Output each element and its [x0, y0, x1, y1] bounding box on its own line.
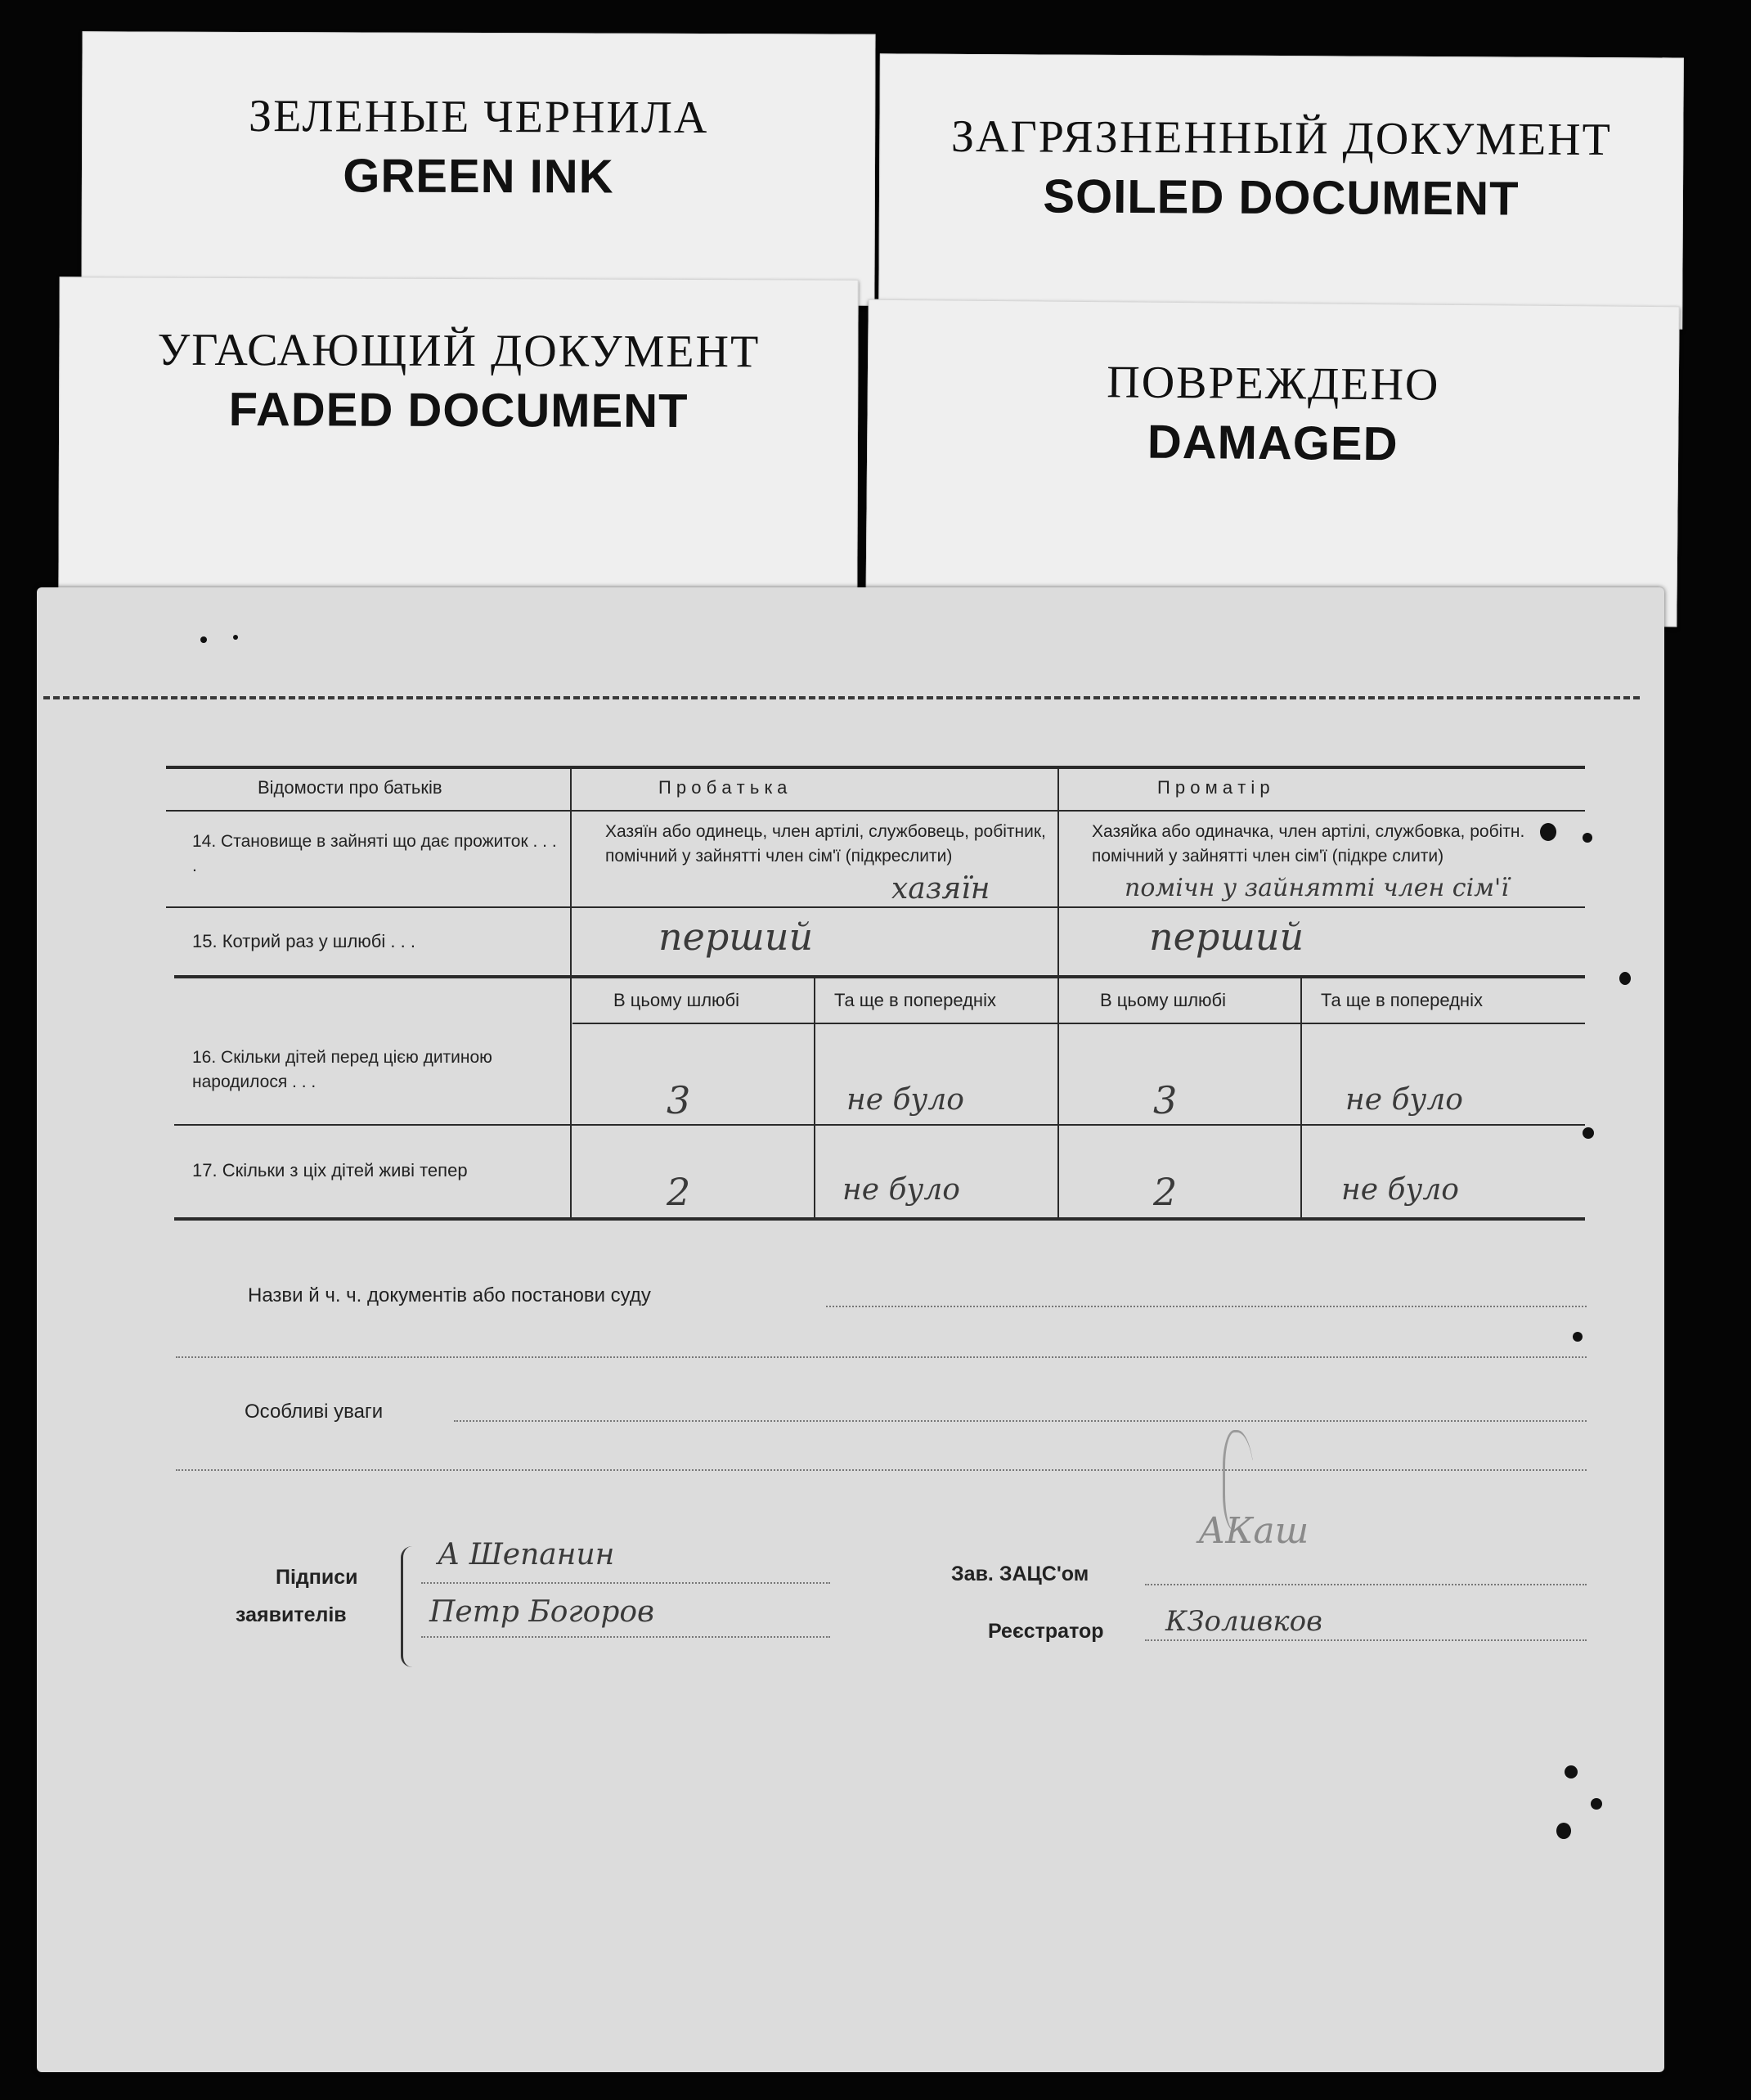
row14-label: 14. Становище в зайняті що дає прожиток . . . .: [192, 832, 557, 875]
row15-mother-handwritten: перший: [1149, 915, 1304, 959]
damage-blot: [1573, 1332, 1583, 1342]
row17-mother-this: 2: [1153, 1170, 1178, 1214]
row16-mother-this: 3: [1153, 1078, 1178, 1122]
table-bottom-rule: [174, 1217, 1585, 1221]
subheader-this-marriage-mother: В цьому шлюбі: [1100, 990, 1227, 1010]
damaged-card: [865, 299, 1679, 627]
table-subheader-rule: [572, 1023, 1585, 1024]
signatures-brace: [401, 1546, 415, 1667]
applicant-line-1: [421, 1582, 830, 1584]
damage-blot: [1556, 1823, 1571, 1839]
table-row16-rule: [174, 1124, 1585, 1126]
damaged-ru: ПОВРЕЖДЕНО: [1107, 357, 1440, 411]
table-col-divider-4: [1300, 978, 1302, 1219]
header-about-mother: П р о м а т і р: [1157, 777, 1270, 798]
notes-line-2: [176, 1469, 1587, 1471]
faded-document-card: [58, 277, 858, 608]
head-zags-label: Зав. ЗАЦС'ом: [951, 1563, 1089, 1585]
damage-blot: [1583, 1127, 1594, 1139]
subheader-previous-mother: Та ще в попередніх: [1321, 990, 1483, 1010]
documents-label: Назви й ч. ч. документів або постанови суду: [248, 1284, 651, 1306]
damaged-en: DAMAGED: [1147, 415, 1399, 471]
soiled-document-card: [878, 53, 1684, 329]
head-zags-line: [1145, 1584, 1587, 1585]
damage-blot: [1619, 972, 1631, 985]
table-top-rule: [166, 766, 1585, 769]
damage-blot: [200, 636, 207, 643]
header-parents-info: Відомости про батьків: [258, 777, 442, 798]
row16-label: 16. Скільки дітей перед цією дитиною народилося . . .: [192, 1048, 492, 1091]
row17-mother-previous: не було: [1341, 1173, 1459, 1207]
table-row15-rule: [174, 975, 1585, 978]
row14-mother-options: Хазяйка або одиначка, член артілі, службовка, робітн. помічний у зайнятті член сім'ї (підкре слити): [1092, 822, 1525, 866]
row15-label: 15. Котрий раз у шлюбі . . .: [192, 931, 415, 951]
header-about-father: П р о б а т ь к а: [658, 777, 788, 798]
row16-father-this: 3: [667, 1078, 691, 1122]
applicant-signature-1: А Шепанин: [438, 1538, 615, 1572]
row17-father-previous: не було: [842, 1173, 960, 1207]
faded-document-ru: УГАСАЮЩИЙ ДОКУМЕНТ: [157, 324, 761, 378]
faded-document-en: FADED DOCUMENT: [228, 383, 689, 438]
soiled-document-ru: ЗАГРЯЗНЕННЫЙ ДОКУМЕНТ: [950, 110, 1612, 166]
documents-line-1: [826, 1306, 1587, 1307]
row15-father-handwritten: перший: [658, 915, 814, 959]
damage-blot: [233, 635, 238, 640]
notes-line-1: [454, 1420, 1587, 1422]
green-ink-ru: ЗЕЛЕНЫЕ ЧЕРНИЛА: [248, 91, 709, 143]
row16-father-previous: не було: [846, 1083, 964, 1117]
row16-mother-previous: не було: [1345, 1083, 1463, 1117]
applicant-line-2: [421, 1636, 830, 1638]
registrar-label: Реєстратор: [988, 1620, 1104, 1643]
registrar-signature: КЗоливков: [1165, 1605, 1322, 1638]
notes-label: Особливі уваги: [245, 1401, 384, 1423]
damage-blot: [1591, 1798, 1602, 1810]
table-col-divider-3: [814, 978, 815, 1219]
row14-father-options: Хазяїн або одинець, член артілі, службовець, робітник, помічний у зайнятті член сім'ї (підкреслити): [605, 822, 1046, 866]
row14-mother-handwritten: помічн у зайнятті член сім'ї: [1125, 874, 1509, 902]
signatures-label-line2: заявителів: [236, 1603, 347, 1626]
damage-blot: [1565, 1765, 1578, 1778]
registrar-line: [1145, 1639, 1587, 1641]
row14-father-handwritten: хазяїн: [891, 872, 990, 906]
subheader-this-marriage-father: В цьому шлюбі: [613, 990, 740, 1010]
damage-blot: [1540, 823, 1556, 841]
perforation-line: [43, 696, 1640, 699]
table-header-rule: [166, 810, 1585, 812]
subheader-previous-father: Та ще в попередніх: [834, 990, 996, 1010]
row17-label: 17. Скільки з ціх дітей живі тепер: [192, 1160, 468, 1180]
birth-record-sheet: [37, 587, 1664, 2072]
table-row14-rule: [166, 906, 1585, 908]
green-ink-en: GREEN INK: [343, 149, 614, 204]
soiled-document-en: SOILED DOCUMENT: [1043, 169, 1520, 226]
table-col-divider-2: [1057, 767, 1059, 1219]
applicant-signature-2: Петр Богоров: [429, 1595, 654, 1629]
row17-father-this: 2: [667, 1170, 691, 1214]
head-signature-flourish: [1223, 1430, 1255, 1531]
table-col-divider-1: [570, 767, 572, 1219]
head-zags-signature: АКаш: [1198, 1510, 1309, 1552]
documents-line-2: [176, 1356, 1587, 1358]
damage-blot: [1583, 833, 1592, 843]
signatures-label-line1: Підписи: [276, 1566, 358, 1589]
green-ink-card: [81, 31, 875, 305]
